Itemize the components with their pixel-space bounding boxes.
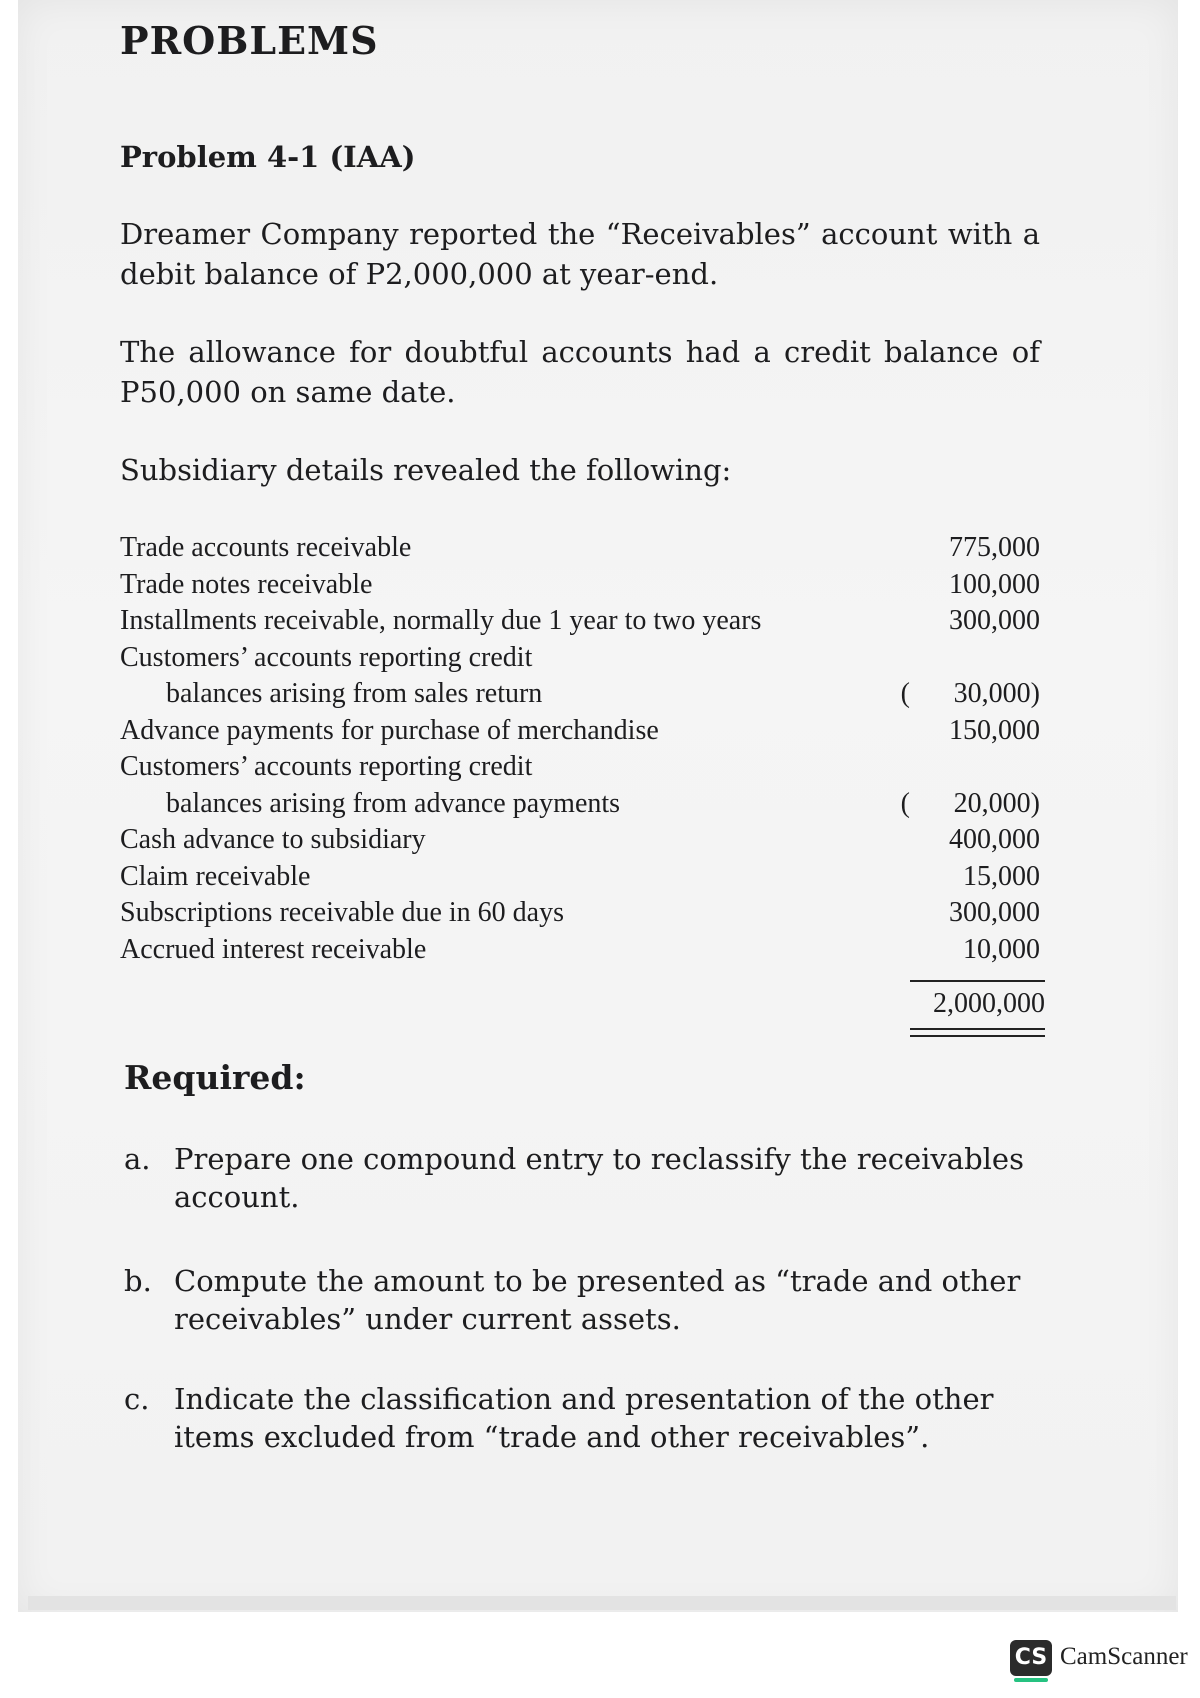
required-heading: Required: [124,1058,306,1097]
required-item-b [124,1262,1054,1338]
detail-row [120,786,1040,823]
camscanner-logo-icon: CS [1010,1640,1052,1676]
detail-label: Cash advance to subsidiary [120,824,426,855]
problem-title: Problem 4-1 (IAA) [120,140,416,174]
item-text: Indicate the classification and presentation of the other items excluded from “trade and other receivables”. [174,1382,994,1454]
detail-row [120,640,1040,677]
subsidiary-details-table [120,530,1045,1030]
paren-open: ( [900,678,910,709]
detail-row [120,749,1040,786]
detail-amount: 20,000) [953,787,1040,819]
detail-label: Trade accounts receivable [120,532,412,563]
section-heading: PROBLEMS [120,18,379,63]
detail-row [120,932,1040,969]
required-item-a [124,1140,1054,1216]
detail-amount: 400,000 [949,824,1040,855]
subsidiary-intro: Subsidiary details revealed the following: [120,453,732,487]
required-item-c [124,1380,1054,1456]
detail-label: Advance payments for purchase of merchandise [120,714,659,746]
paren-open: ( [900,787,910,819]
total-amount: 2,000,000 [933,988,1045,1019]
detail-amount: 775,000 [949,532,1040,563]
item-text: Compute the amount to be presented as “trade and other receivables” under current assets. [174,1264,1021,1336]
intro-paragraph: Dreamer Company reported the “Receivables” account with a debit balance of P2,000,000 at year-end. [120,217,1040,291]
detail-label: Subscriptions receivable due in 60 days [120,897,565,928]
detail-label: Trade notes receivable [120,568,373,600]
item-text: Prepare one compound entry to reclassify the receivables account. [174,1142,1024,1214]
detail-amount: 10,000 [963,933,1040,965]
page-edge [28,1596,1176,1610]
total-double-underline [910,1028,1045,1037]
detail-label: balances arising from advance payments [166,787,621,819]
detail-row [120,859,1040,896]
detail-amount: 300,000 [949,897,1040,928]
detail-label: balances arising from sales return [166,678,543,709]
detail-label: Accrued interest receivable [120,933,427,965]
detail-label: Installments receivable, normally due 1 year to two years [120,605,762,636]
detail-row [120,530,1040,567]
detail-amount: 15,000 [963,860,1040,892]
detail-amount: 300,000 [949,605,1040,636]
item-letter: a. [124,1142,151,1176]
detail-label: Customers’ accounts reporting credit [120,751,533,782]
detail-amount: 150,000 [949,714,1040,746]
detail-amount: 100,000 [949,568,1040,600]
camscanner-watermark: CamScanner [1060,1643,1188,1670]
item-letter: c. [124,1382,150,1416]
detail-amount: 30,000) [953,678,1040,709]
item-letter: b. [124,1264,152,1298]
detail-row [120,822,1040,859]
detail-row [120,713,1040,750]
detail-row [120,676,1040,713]
total-underline [910,980,1045,982]
detail-row [120,567,1040,604]
detail-label: Customers’ accounts reporting credit [120,641,533,673]
allowance-paragraph: The allowance for doubtful accounts had a credit balance of P50,000 on same date. [120,335,1040,409]
detail-row [120,603,1040,640]
detail-label: Claim receivable [120,860,311,892]
total-row [120,968,1045,1030]
detail-row [120,895,1040,932]
